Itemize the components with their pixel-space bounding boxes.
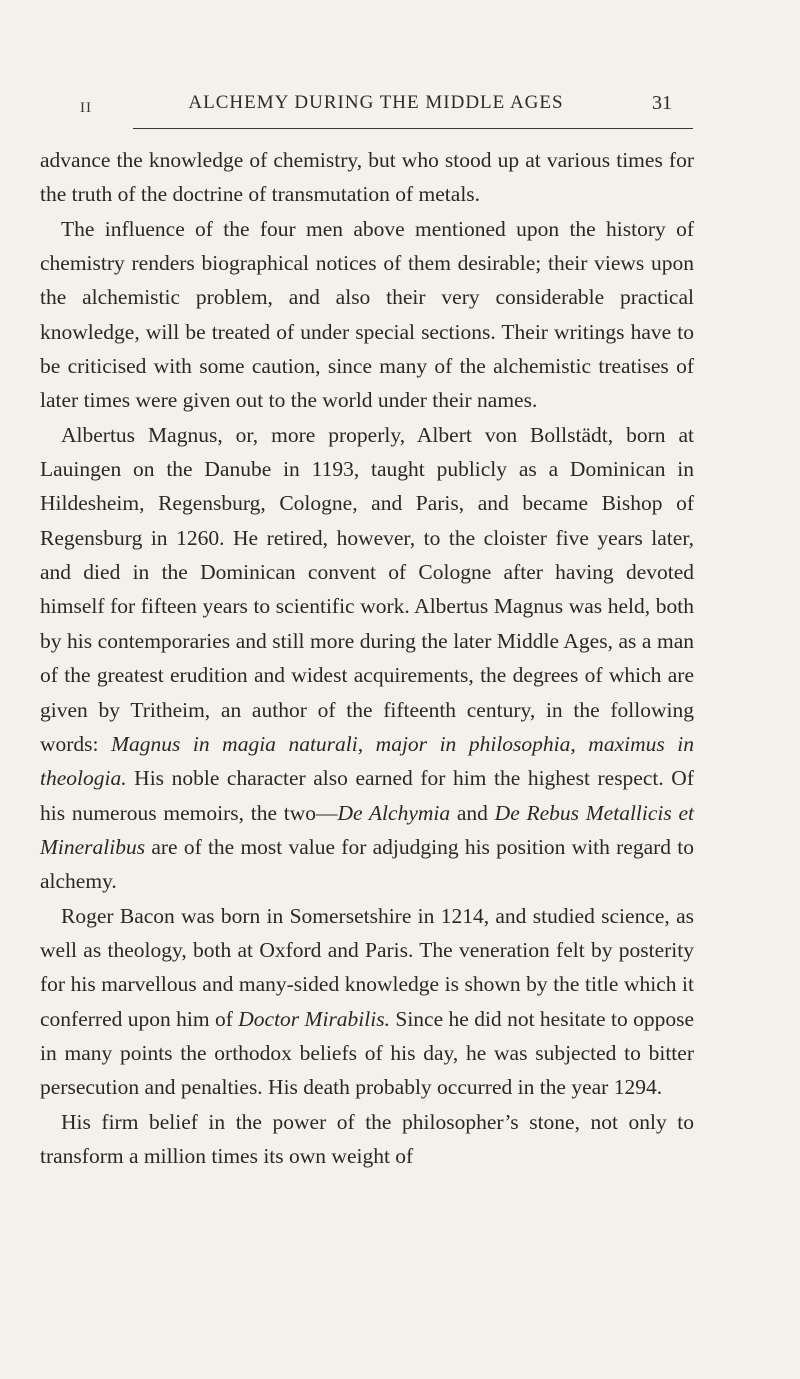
paragraph (40, 143, 694, 212)
text-run: His noble character also earned for him the highest respect. Of his numerous memoirs, the two— (40, 766, 694, 825)
text-run: His firm belief in the power of the philosopher’s stone, not only to transform a million times its own weight of (40, 1109, 694, 1168)
page-number: 31 (652, 92, 672, 114)
header-rule (133, 128, 693, 129)
italic-text-run: Magnus in magia naturali, major in philosophia, maximus in theologia. (40, 731, 694, 791)
paragraph (40, 418, 694, 899)
text-run: and (450, 800, 495, 825)
paragraph (40, 1105, 694, 1174)
italic-text-run: De Rebus Metallicis et Mineralibus (40, 800, 695, 859)
text-run: are of the most value for adjudging his position with regard to alchemy. (40, 834, 694, 894)
text-run: advance the knowledge of chemistry, but who stood up at various times for the truth of the doctrine of transmutation of metals. (40, 148, 694, 207)
body-text (40, 143, 694, 1173)
italic-text-run: De Alchymia (337, 800, 451, 825)
text-run: Albertus Magnus, or, more properly, Albert von Bollstädt, born at Lauingen on the Danube in 1193, taught publicly as a Dominican in Hildesheim, Regensburg, Cologne, and Paris, and became Bishop of Regensburg in 1260. He retired, however, to the cloister five years later, and died in the Dominican convent of Cologne after having devoted himself for fifteen years to scientific work. Albertus Magnus was held, both by his contemporaries and still more during the later Middle Ages, as a man of the greatest erudition and widest acquirements, the degrees of which are given by Tritheim, an author of the fifteenth century, in the following words: (40, 422, 694, 756)
paragraph (40, 899, 694, 1105)
running-title: ALCHEMY DURING THE MIDDLE AGES (188, 92, 564, 113)
italic-text-run: Doctor Mirabilis. (238, 1006, 390, 1031)
chapter-number: II (80, 100, 92, 116)
text-run: The influence of the four men above mentioned upon the history of chemistry renders biographical notices of them desirable; their views upon the alchemistic problem, and also their very considerable practical knowledge, will be treated of under special sections. Their writings have to be criticised with some caution, since many of the alchemistic treatises of later times were given out to the world under their names. (40, 216, 694, 413)
text-run: Since he did not hesitate to oppose in many points the orthodox beliefs of his day, he was subjected to bitter persecution and penalties. His death probably occurred in the year 1294. (40, 1006, 694, 1100)
paragraph (40, 212, 694, 418)
text-run: Roger Bacon was born in Somersetshire in 1214, and studied science, as well as theology, both at Oxford and Paris. The veneration felt by posterity for his marvellous and many-sided knowledge is shown by the title which it conferred upon him of (40, 903, 694, 1031)
page-header (80, 92, 672, 124)
